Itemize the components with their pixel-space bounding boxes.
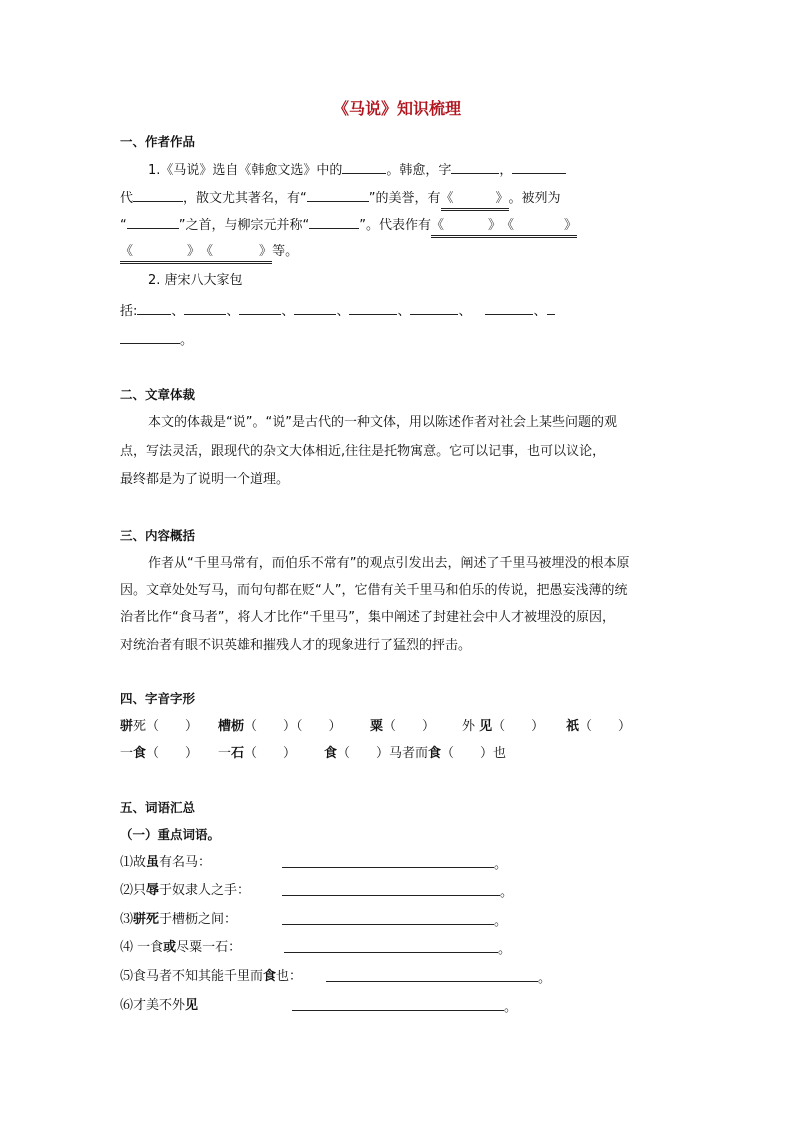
separator: 、 [458,304,472,319]
q2-text: 括: [120,304,138,319]
period: 。 [498,942,512,957]
section-heading-vocabulary: 五、词语汇总 [120,800,196,815]
vocab-text: 于奴隶人之手： [159,883,251,898]
vocab-item [120,997,198,1015]
q1-line-3 [120,215,577,238]
fill-blank[interactable] [292,997,504,1011]
section-heading-author: 一、作者作品 [120,134,196,149]
q1-text: ，散文尤其著名，有“ [183,191,307,206]
answer-slot[interactable]: （ ）马者而 [337,746,429,761]
summary-paragraph-line: 因。文章处处写马，而句句都在贬“人”，它借有关千里马和伯乐的传说，把愚妄浅薄的统 [120,583,628,598]
separator: 、 [397,304,411,319]
vocab-text: 于槽枥之间： [159,912,238,927]
period: 。 [504,1000,518,1015]
q1-line-2 [120,188,561,211]
pronunciation-item [324,745,506,763]
separator: 、 [281,304,295,319]
vocab-answer [292,997,517,1017]
answer-slot[interactable]: （ ） [579,719,632,734]
vocab-answer [326,968,551,988]
fill-blank[interactable] [184,301,226,315]
fill-blank[interactable] [349,301,397,315]
page-title: 《马说》知识梳理 [332,99,461,118]
target-char: 见 [479,719,493,734]
answer-slot[interactable]: （ ） [244,746,297,761]
q1-text: ”的美誉，有 [368,191,441,206]
section-heading-summary: 三、内容概括 [120,528,196,543]
book-title-blank[interactable] [431,217,501,238]
fill-blank[interactable] [239,301,281,315]
target-char: 粟 [370,719,384,734]
q2-line-2 [120,301,555,321]
genre-paragraph-line: 本文的体裁是“说”。“说”是古代的一种文体，用以陈述作者对社会上某些问题的观 [148,415,617,430]
target-char: 石 [231,746,245,761]
book-bracket: 《 [501,218,515,233]
book-title-blank[interactable] [200,243,272,264]
vocab-item [120,882,250,900]
period: 。 [494,914,508,929]
answer-slot[interactable]: （ ）也 [441,746,507,761]
summary-paragraph-line: 对统治者有眼不识英雄和摧残人才的现象进行了猛烈的抨击。 [120,638,472,653]
vocab-item [120,968,302,986]
summary-paragraph-line: 作者从“千里马常有，而伯乐不常有”的观点引发出去，阐述了千里马被埋没的根本原 [148,556,630,571]
period: 。 [538,971,552,986]
book-title-blank[interactable] [441,190,509,211]
key-word: 虽 [146,855,160,870]
fill-blank[interactable] [326,968,538,982]
section-heading-pronunciation: 四、字音字形 [120,691,196,706]
pronunciation-item [218,745,296,763]
target-char: 骈 [120,719,134,734]
fill-blank[interactable] [120,330,180,344]
q1-line-4 [120,243,298,264]
fill-blank[interactable] [282,882,500,896]
q1-text: ， [499,163,513,178]
answer-slot[interactable]: （ ） [146,746,199,761]
context-char: 一 [218,746,232,761]
book-bracket: 》 [187,244,201,259]
period: 。 [500,885,514,900]
fill-blank[interactable] [133,188,183,202]
vocab-answer [284,939,511,959]
q1-text: 。韩愈，字 [386,163,452,178]
answer-slot[interactable]: （ ） [492,719,545,734]
fill-blank[interactable] [282,854,494,868]
fill-blank[interactable] [282,911,494,925]
pronunciation-item [120,745,198,763]
fill-blank[interactable] [485,301,533,315]
book-bracket: 》 [259,244,273,259]
answer-slot[interactable]: （ ）（ ） [244,719,342,734]
context-char: 一 [120,746,134,761]
key-word: 辱 [146,883,160,898]
q2-line-3 [120,330,193,350]
q1-text: 。被列为 [508,191,561,206]
fill-blank[interactable] [137,301,171,315]
fill-blank[interactable] [410,301,458,315]
key-word: 骈死 [133,912,160,927]
q1-text: “ [120,218,127,233]
fill-blank[interactable] [547,301,555,315]
vocab-item [120,911,237,929]
target-char: 祇 [566,719,580,734]
book-title-blank[interactable] [501,217,577,238]
book-title-blank[interactable] [120,243,200,264]
fill-blank[interactable] [342,160,386,174]
q1-text: ”之首，与柳宗元并称“ [178,218,310,233]
vocab-text: ⑶ [120,912,134,927]
fill-blank[interactable] [309,215,359,229]
summary-paragraph-line: 治者比作“食马者”，将人才比作“千里马”，集中阐述了封建社会中人才被埋没的原因， [120,610,615,625]
pronunciation-item [370,718,435,736]
vocab-text: ⑷ 一食 [120,940,164,955]
vocab-answer [282,882,513,902]
vocab-answer [282,854,507,874]
vocab-text: 也： [276,969,303,984]
vocab-answer [282,911,507,931]
book-bracket: 《 [120,244,134,259]
vocab-text: 尽粟一石： [176,940,242,955]
pronunciation-item [462,718,544,736]
period: 。 [180,333,194,348]
book-bracket: 《 [430,218,444,233]
pronunciation-item [218,718,342,736]
key-word: 见 [185,998,199,1013]
q1-line-1 [148,160,566,180]
separator: 、 [226,304,240,319]
target-char: 槽枥 [218,719,245,734]
book-bracket: 》 [495,191,509,206]
fill-blank[interactable] [512,160,566,174]
fill-blank[interactable] [294,301,336,315]
vocab-text: ⑵只 [120,883,147,898]
answer-slot[interactable]: （ ） [383,719,436,734]
fill-blank[interactable] [307,188,369,202]
fill-blank[interactable] [451,160,499,174]
genre-paragraph-line: 最终都是为了说明一个道理。 [120,472,290,487]
fill-blank[interactable] [127,215,179,229]
pronunciation-item [566,718,631,736]
genre-paragraph-line: 点，写法灵活，跟现代的杂文大体相近,往往是托物寓意。它可以记事，也可以议论， [120,444,606,459]
q1-text: 等。 [272,244,299,259]
q1-text: 代 [120,191,134,206]
subsection-heading: （一）重点词语。 [120,827,221,842]
vocab-text: ⑴故 [120,855,147,870]
key-word: 食 [263,969,277,984]
target-char: 食 [324,746,338,761]
vocab-text: 有名马： [159,855,212,870]
context-char: 外 [462,719,480,734]
separator: 、 [171,304,185,319]
fill-blank[interactable] [284,939,498,953]
separator: 、 [533,304,547,319]
book-bracket: 》 [488,218,502,233]
answer-slot[interactable]: 死（ ） [133,719,199,734]
vocab-text: ⑹才美不外 [120,998,186,1013]
q1-text: 1.《马说》选自《韩愈文选》中的 [148,163,343,178]
section-heading-genre: 二、文章体裁 [120,387,196,402]
pronunciation-item [120,718,198,736]
vocab-text: ⑸食马者不知其能千里而 [120,969,264,984]
period: 。 [494,857,508,872]
vocab-item [120,854,211,872]
vocab-item [120,939,241,957]
q2-line-1: 2. 唐宋八大家包 [148,273,243,288]
book-bracket: 《 [440,191,454,206]
target-char: 食 [428,746,442,761]
target-char: 食 [133,746,147,761]
separator: 、 [336,304,350,319]
book-bracket: 》 [564,218,578,233]
q1-text: ”。代表作有 [359,218,431,233]
book-bracket: 《 [200,244,214,259]
key-word: 或 [163,940,177,955]
